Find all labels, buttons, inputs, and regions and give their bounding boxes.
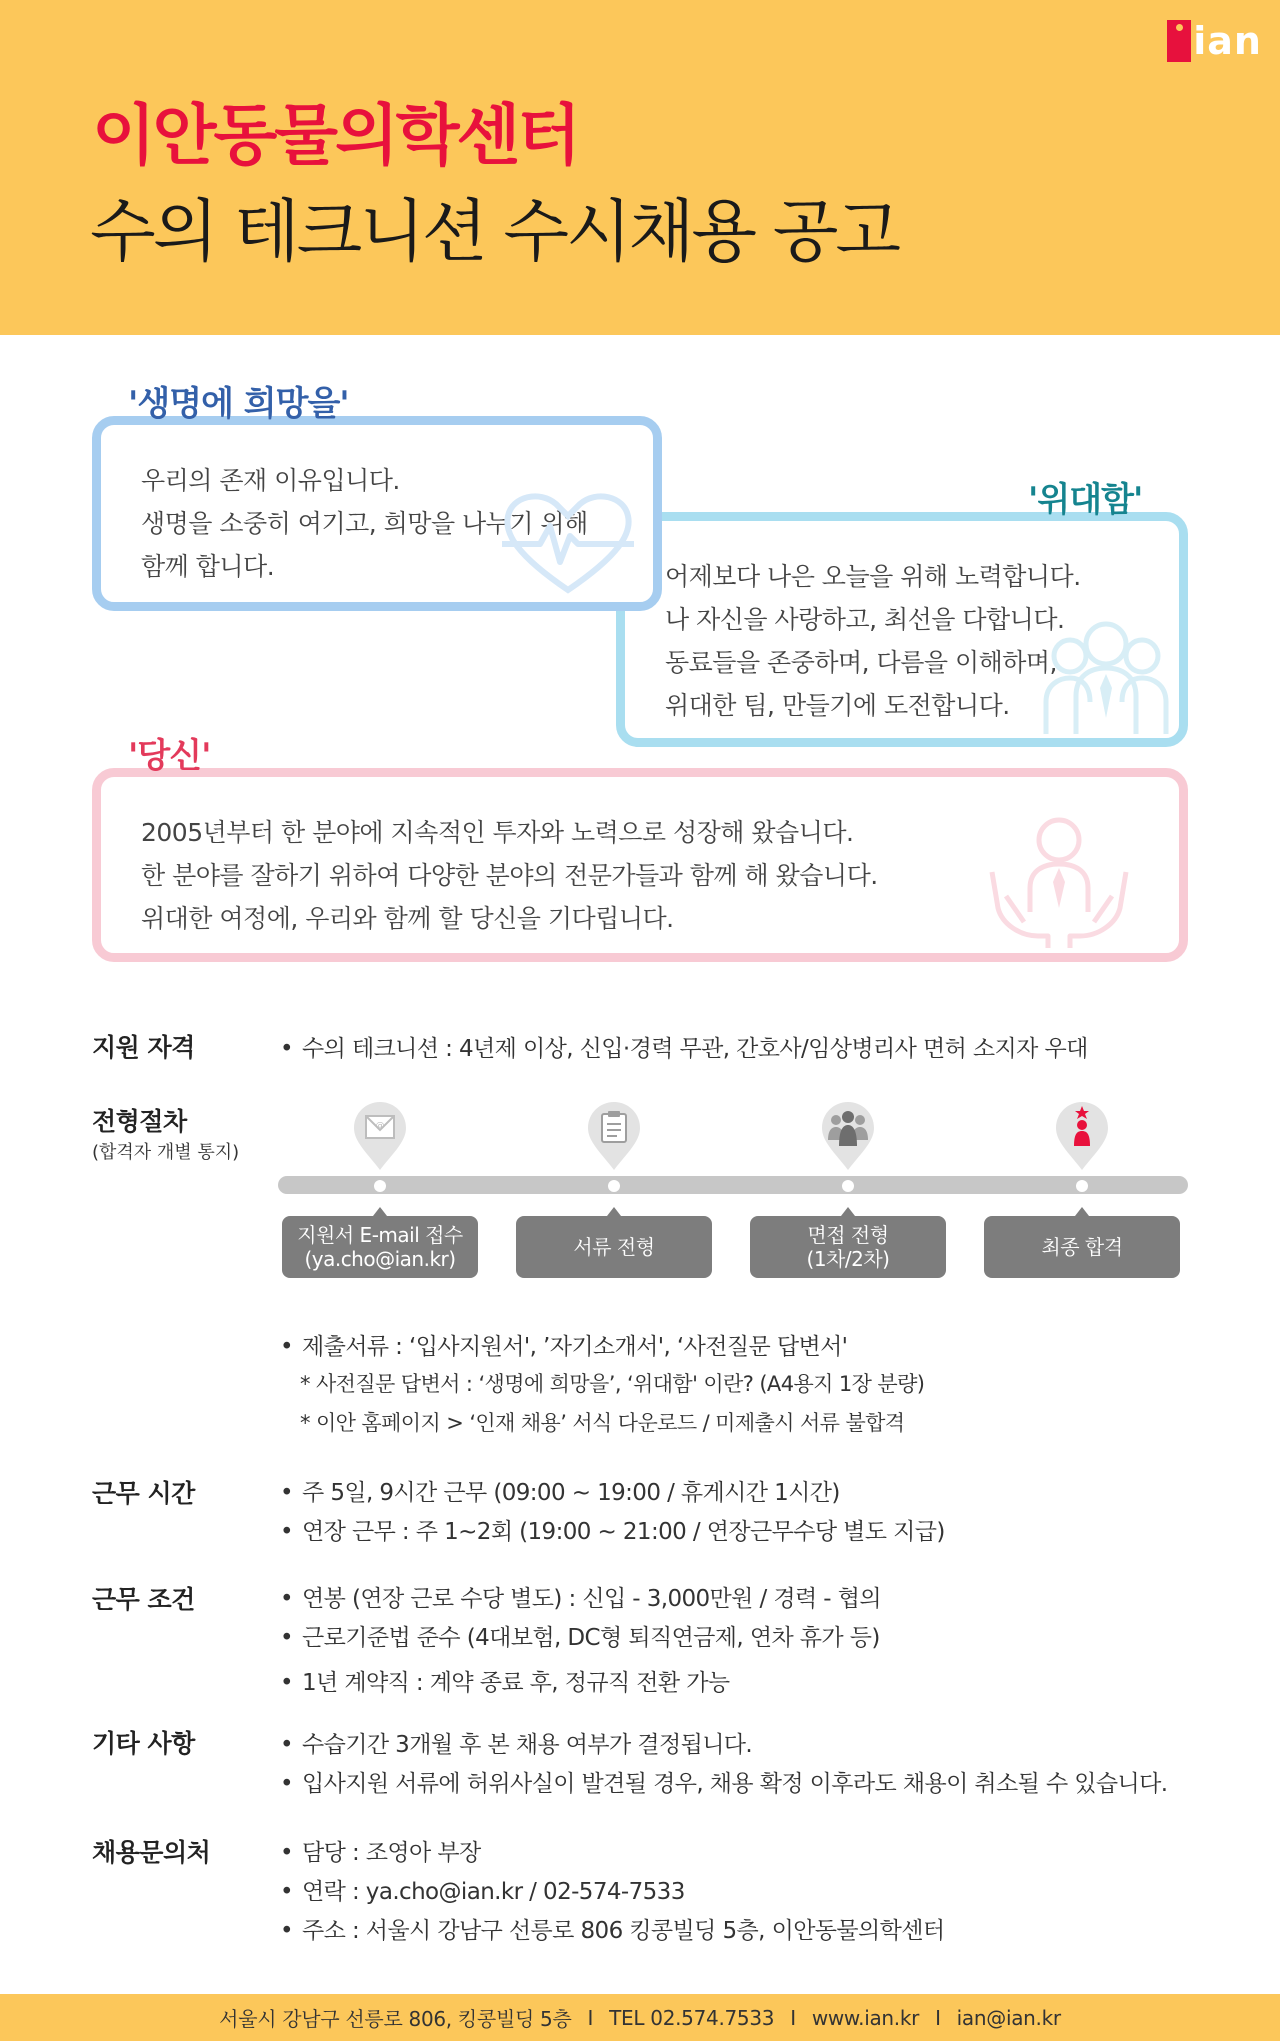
value-label-hope: '생명에 희망을' xyxy=(128,384,349,424)
qualification-title: 지원 자격 xyxy=(92,1033,195,1062)
value-line: 위대한 팀, 만들기에 도전합니다. xyxy=(665,691,1010,720)
interview-pin-icon xyxy=(820,1100,876,1172)
contact-text: 담당 : 조영아 부장 xyxy=(302,1840,481,1866)
contact-item xyxy=(280,1834,481,1867)
qualification-item xyxy=(280,1030,1088,1063)
process-subtitle: (합격자 개별 통지) xyxy=(92,1142,240,1163)
work-hours-item xyxy=(280,1513,945,1546)
clipboard-pin-icon xyxy=(586,1100,642,1172)
qualification-text: 수의 테크니션 : 4년제 이상, 신입·경력 무관, 간호사/임상병리사 면허 소지자 우대 xyxy=(302,1036,1088,1062)
work-hours-text: 주 5일, 9시간 근무 (09:00 ~ 19:00 / 휴게시간 1시간) xyxy=(302,1480,840,1506)
bullet: • xyxy=(280,1480,293,1506)
step-final-pass xyxy=(984,1216,1180,1278)
footer-separator: I xyxy=(935,2005,941,2030)
conditions-item xyxy=(280,1619,880,1652)
bullet: • xyxy=(280,1519,293,1545)
documents-note: * 이안 홈페이지 > ‘인재 채용’ 서식 다운로드 / 미제출시 서류 불합격 xyxy=(300,1411,905,1435)
work-hours-title: 근무 시간 xyxy=(92,1479,195,1508)
bullet: • xyxy=(280,1625,293,1651)
etc-text: 입사지원 서류에 허위사실이 발견될 경우, 채용 확정 이후라도 채용이 취소될 수 있습니다. xyxy=(302,1771,1168,1797)
footer-separator: I xyxy=(790,2005,796,2030)
footer-website-link[interactable]: www.ian.kr xyxy=(811,2005,920,2030)
value-line: 2005년부터 한 분야에 지속적인 투자와 노력으로 성장해 왔습니다. xyxy=(141,818,854,847)
bullet: • xyxy=(280,1036,293,1062)
recruitment-title: 수의 테크니션 수시채용 공고 xyxy=(90,193,899,272)
footer-tel: TEL 02.574.7533 xyxy=(609,2005,775,2030)
process-timeline-track xyxy=(278,1176,1188,1194)
conditions-text: 근로기준법 준수 (4대보험, DC형 퇴직연금제, 연차 휴가 등) xyxy=(302,1625,880,1651)
work-hours-text: 연장 근무 : 주 1~2회 (19:00 ~ 21:00 / 연장근무수당 별도 지급) xyxy=(302,1519,945,1545)
etc-text: 수습기간 3개월 후 본 채용 여부가 결정됩니다. xyxy=(302,1732,753,1758)
final-pass-pin-icon xyxy=(1054,1100,1110,1172)
step-application xyxy=(282,1216,478,1278)
value-line: 어제보다 나은 오늘을 위해 노력합니다. xyxy=(665,562,1081,591)
step-label: 지원서 E-mail 접수 xyxy=(297,1223,463,1247)
center-name-title: 이안동물의학센터 xyxy=(92,97,579,174)
contact-item xyxy=(280,1912,945,1945)
step-detail: (1차/2차) xyxy=(806,1247,890,1271)
contact-text: 주소 : 서울시 강남구 선릉로 806 킹콩빌딩 5층, 이안동물의학센터 xyxy=(302,1918,945,1944)
bullet: • xyxy=(280,1918,293,1944)
documents-item xyxy=(280,1328,847,1361)
value-line: 한 분야를 잘하기 위하여 다양한 분야의 전문가들과 함께 해 왔습니다. xyxy=(141,861,878,890)
timeline-dot xyxy=(608,1180,620,1192)
step-label: 서류 전형 xyxy=(573,1235,655,1259)
documents-note: * 사전질문 답변서 : ‘생명에 희망을’, ‘위대함' 이란? (A4용지 1장 분량) xyxy=(300,1372,925,1396)
conditions-text: 1년 계약직 : 계약 종료 후, 정규직 전환 가능 xyxy=(302,1670,730,1696)
documents-text: 제출서류 : ‘입사지원서', ’자기소개서', ‘사전질문 답변서' xyxy=(302,1334,848,1360)
hands-person-icon xyxy=(986,812,1132,952)
contact-text: 연락 : ya.cho@ian.kr / 02-574-7533 xyxy=(302,1879,685,1905)
value-line: 동료들을 존중하며, 다름을 이해하며, xyxy=(665,648,1057,677)
bullet: • xyxy=(280,1732,293,1758)
bullet: • xyxy=(280,1840,293,1866)
value-line: 위대한 여정에, 우리와 함께 할 당신을 기다립니다. xyxy=(141,904,674,933)
logo-text: ian xyxy=(1193,19,1262,63)
footer-address: 서울시 강남구 선릉로 806, 킹콩빌딩 5층 xyxy=(219,2007,572,2031)
value-line: 나 자신을 사랑하고, 최선을 다합니다. xyxy=(665,605,1065,634)
svg-text:@: @ xyxy=(375,1121,385,1131)
value-line: 우리의 존재 이유입니다. xyxy=(141,466,400,495)
conditions-text: 연봉 (연장 근로 수당 별도) : 신입 - 3,000만원 / 경력 - 협의 xyxy=(302,1586,881,1612)
footer-bar xyxy=(0,1994,1280,2041)
etc-item xyxy=(280,1726,752,1759)
value-label-you: '당신' xyxy=(128,736,211,776)
heart-pulse-icon xyxy=(498,486,638,598)
contact-title: 채용문의처 xyxy=(92,1838,211,1867)
etc-title: 기타 사항 xyxy=(92,1729,195,1758)
step-detail: (ya.cho@ian.kr) xyxy=(304,1247,456,1271)
process-title: 전형절차 xyxy=(92,1107,187,1136)
etc-item xyxy=(280,1765,1168,1798)
ian-logo[interactable] xyxy=(1167,20,1262,62)
value-label-greatness: '위대함' xyxy=(1028,480,1143,520)
conditions-title: 근무 조건 xyxy=(92,1585,195,1614)
bullet: • xyxy=(280,1879,293,1905)
timeline-dot xyxy=(842,1180,854,1192)
work-hours-item xyxy=(280,1474,840,1507)
step-label: 면접 전형 xyxy=(807,1223,889,1247)
step-document-screening xyxy=(516,1216,712,1278)
timeline-dot xyxy=(374,1180,386,1192)
email-pin-icon xyxy=(352,1100,408,1172)
logo-mark-icon xyxy=(1167,20,1191,62)
team-people-icon xyxy=(1040,618,1172,736)
conditions-item xyxy=(280,1664,729,1697)
bullet: • xyxy=(280,1771,293,1797)
header-banner xyxy=(0,0,1280,335)
contact-item xyxy=(280,1873,685,1906)
value-line: 함께 합니다. xyxy=(141,552,275,581)
value-line: 생명을 소중히 여기고, 희망을 나누기 위해 xyxy=(141,509,588,538)
step-label: 최종 합격 xyxy=(1041,1235,1123,1259)
timeline-dot xyxy=(1076,1180,1088,1192)
footer-email-link[interactable]: ian@ian.kr xyxy=(956,2005,1061,2030)
bullet: • xyxy=(280,1334,293,1360)
bullet: • xyxy=(280,1586,293,1612)
step-interview xyxy=(750,1216,946,1278)
footer-separator: I xyxy=(587,2005,594,2030)
conditions-item xyxy=(280,1580,881,1613)
bullet: • xyxy=(280,1670,293,1696)
